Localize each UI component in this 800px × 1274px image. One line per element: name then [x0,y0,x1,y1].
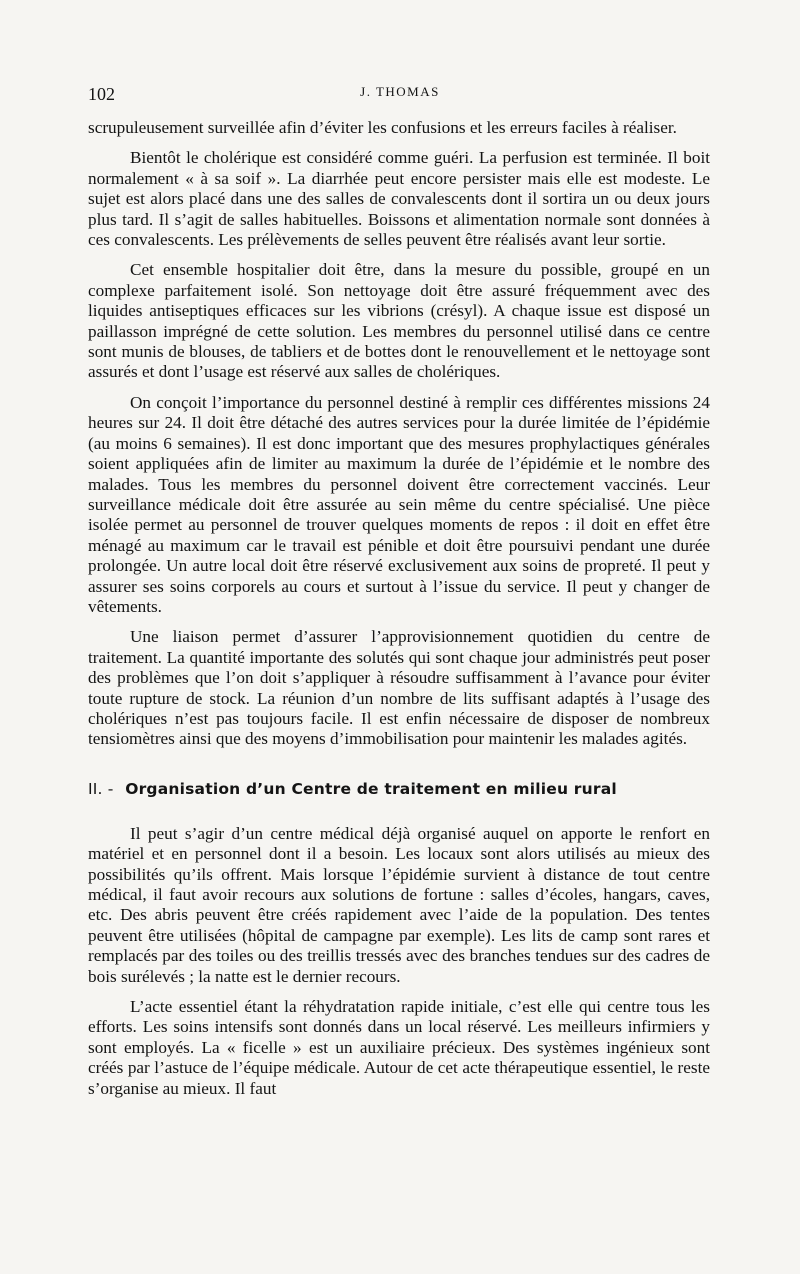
running-head: J. THOMAS [360,84,440,99]
paragraph: On conçoit l’importance du personnel destiné à remplir ces différentes missions 24 heures sur 24. Il doit être détaché des autres services pour la durée limitée de l’épidémie (au moins 6 semaines). Il est donc important que des mesures prophylactiques générales soient appliquées afin de limiter au maximum la durée de l’épidémie et le nombre des malades. Tous les membres du personnel doivent être correctement vaccinés. Leur surveillance médicale doit être assurée au sein même du centre spécialisé. Une pièce isolée permet au personnel de trouver quelques moments de repos : il doit en effet être ménagé au maximum car le travail est pénible et doit être poursuivi pendant une durée prolongée. Un autre local doit être réservé exclusivement aux soins de propreté. Il peut y assurer ses soins corporels au cours et surtout à l’issue du service. Il peut y changer de vêtements. [88,392,710,616]
page-number: 102 [88,84,115,104]
page-header [88,84,712,105]
paragraph: Il peut s’agir d’un centre médical déjà organisé auquel on apporte le renfort en matériel et en personnel dont il a besoin. Les locaux sont alors utilisés au mieux des possibilités qu’ils offrent. Mais lorsque l’épidémie survient à distance de tout centre médical, il faut avoir recours aux solutions de fortune : salles d’écoles, hangars, caves, etc. Des abris peuvent être créés rapidement avec l’aide de la population. Des tentes peuvent être utilisées (hôpital de campagne par exemple). Les lits de camp sont rares et remplacés par des toiles ou des treillis tressés avec des branches tendues sur des cadres de bois surélevés ; la natte est le dernier recours. [88,823,710,986]
section-title: Organisation d’un Centre de traitement en milieu rural [125,779,617,798]
section-number: II. - [88,779,114,798]
paragraph: Cet ensemble hospitalier doit être, dans la mesure du possible, groupé en un complexe parfaitement isolé. Son nettoyage doit être assuré fréquemment avec des liquides antiseptiques efficaces sur les vibrions (crésyl). A chaque issue est disposé un paillasson imprégné de cette solution. Les membres du personnel utilisé dans ce centre sont munis de blouses, de tabliers et de bottes dont le renouvellement et le nettoyage sont assurés et dont l’usage est réservé aux salles de cholériques. [88,260,710,382]
paragraph: scrupuleusement surveillée afin d’éviter les confusions et les erreurs faciles à réaliser. [88,118,677,137]
paragraph: Une liaison permet d’assurer l’approvisionnement quotidien du centre de traitement. La quantité importante des solutés qui sont chaque jour administrés peut poser des problèmes que l’on doit s’appliquer à résoudre suffisamment à l’avance pour éviter toute rupture de stock. La réunion d’un nombre de lits suffisant adaptés à l’usage des cholériques n’est pas toujours facile. Il est enfin nécessaire de disposer de nombreux tensiomètres ainsi que des moyens d’immobilisation pour maintenir les malades agités. [88,627,710,749]
paragraph: L’acte essentiel étant la réhydratation rapide initiale, c’est elle qui centre tous les efforts. Les soins intensifs sont donnés dans un local réservé. Les meilleurs infirmiers y sont employés. La « ficelle » est un auxiliaire précieux. Des systèmes ingénieux sont créés par l’astuce de l’équipe médicale. Autour de cet acte thérapeutique essentiel, le reste s’organise au mieux. Il faut [88,997,710,1098]
paragraph: Bientôt le cholérique est considéré comme guéri. La perfusion est terminée. Il boit normalement « à sa soif ». La diarrhée peut encore persister mais elle est modeste. Le sujet est alors placé dans une des salles de convalescents dont il sortira un ou deux jours plus tard. Il s’agit de salles habituelles. Boissons et alimentation normale sont données à ces convalescents. Les prélèvements de selles peuvent être réalisés avant leur sortie. [88,148,710,250]
page-body [88,118,710,1109]
section-heading [88,780,710,798]
